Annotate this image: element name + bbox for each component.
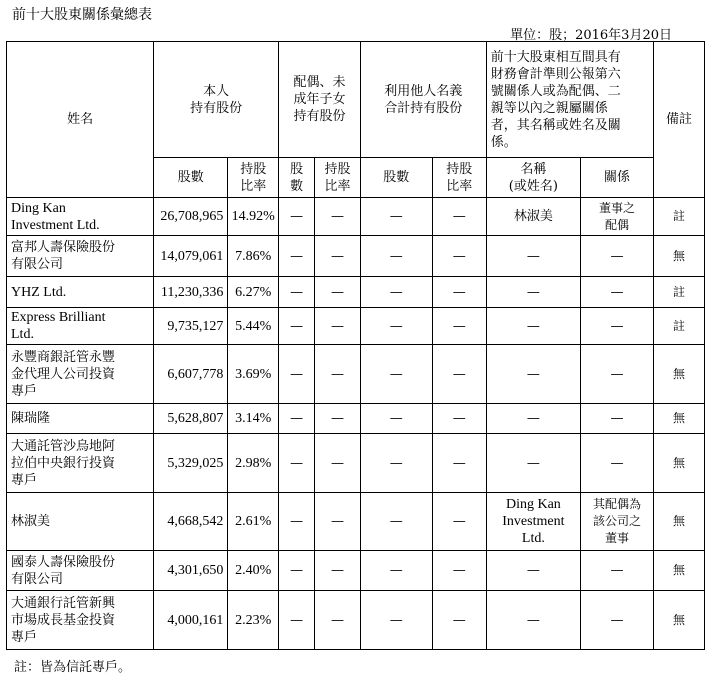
cell-name: YHZ Ltd. xyxy=(7,277,154,308)
cell-ratio: 5.44% xyxy=(228,308,279,345)
table-row xyxy=(7,493,705,551)
table-row xyxy=(7,345,705,404)
cell-name: 陳瑞隆 xyxy=(7,404,154,434)
cell-related-name: — xyxy=(486,236,580,277)
cell-nominee-ratio: — xyxy=(432,434,486,493)
cell-shares: 14,079,061 xyxy=(154,236,228,277)
cell-name: Ding Kan Investment Ltd. xyxy=(7,198,154,236)
cell-related-relation: — xyxy=(581,277,654,308)
cell-nominee-shares: — xyxy=(360,591,432,650)
cell-related-relation: — xyxy=(581,591,654,650)
cell-shares: 4,000,161 xyxy=(154,591,228,650)
subheader-related-name: 名稱 (或姓名) xyxy=(486,158,580,198)
cell-shares: 9,735,127 xyxy=(154,308,228,345)
cell-nominee-shares: — xyxy=(360,236,432,277)
cell-spouse-shares: — xyxy=(279,404,315,434)
cell-related-name: — xyxy=(486,551,580,591)
cell-nominee-shares: — xyxy=(360,551,432,591)
cell-related-relation: — xyxy=(581,308,654,345)
subheader-shares: 股數 xyxy=(154,158,228,198)
cell-shares: 26,708,965 xyxy=(154,198,228,236)
subheader-nominee-shares: 股數 xyxy=(360,158,432,198)
table-row xyxy=(7,198,705,236)
cell-name: 大通銀行託管新興 市場成長基金投資 專戶 xyxy=(7,591,154,650)
cell-name: Express Brilliant Ltd. xyxy=(7,308,154,345)
cell-related-name: — xyxy=(486,345,580,404)
subheader-ratio: 持股 比率 xyxy=(228,158,279,198)
cell-spouse-ratio: — xyxy=(315,434,361,493)
cell-nominee-ratio: — xyxy=(432,591,486,650)
cell-related-name: — xyxy=(486,404,580,434)
cell-nominee-shares: — xyxy=(360,198,432,236)
table-row xyxy=(7,236,705,277)
cell-ratio: 2.61% xyxy=(228,493,279,551)
cell-spouse-shares: — xyxy=(279,434,315,493)
cell-spouse-ratio: — xyxy=(315,551,361,591)
cell-name: 富邦人壽保險股份 有限公司 xyxy=(7,236,154,277)
cell-ratio: 6.27% xyxy=(228,277,279,308)
table-row xyxy=(7,404,705,434)
header-related-parties: 前十大股東相互間具有 財務會計準則公報第六 號關係人或為配偶、二 親等以內之親屬關係 者，其名稱或姓名及關 係。 xyxy=(486,42,653,158)
cell-related-name: — xyxy=(486,591,580,650)
cell-spouse-shares: — xyxy=(279,551,315,591)
cell-remark: 無 xyxy=(654,345,705,404)
unit-note: 單位：股；2016年3月20日 xyxy=(510,28,672,43)
cell-related-relation: — xyxy=(581,404,654,434)
subheader-spouse-shares: 股 數 xyxy=(279,158,315,198)
cell-ratio: 14.92% xyxy=(228,198,279,236)
cell-related-relation: — xyxy=(581,551,654,591)
cell-shares: 11,230,336 xyxy=(154,277,228,308)
cell-shares: 5,628,807 xyxy=(154,404,228,434)
cell-name: 大通託管沙烏地阿 拉伯中央銀行投資 專戶 xyxy=(7,434,154,493)
cell-ratio: 7.86% xyxy=(228,236,279,277)
cell-related-name: — xyxy=(486,308,580,345)
cell-spouse-ratio: — xyxy=(315,236,361,277)
cell-remark: 無 xyxy=(654,493,705,551)
cell-spouse-shares: — xyxy=(279,591,315,650)
cell-related-relation: — xyxy=(581,236,654,277)
cell-ratio: 3.14% xyxy=(228,404,279,434)
cell-remark: 無 xyxy=(654,404,705,434)
page-title: 前十大股東關係彙總表 xyxy=(12,7,152,23)
cell-related-name: — xyxy=(486,434,580,493)
cell-remark: 無 xyxy=(654,551,705,591)
cell-spouse-shares: — xyxy=(279,345,315,404)
cell-shares: 4,301,650 xyxy=(154,551,228,591)
cell-remark: 註 xyxy=(654,198,705,236)
cell-nominee-shares: — xyxy=(360,404,432,434)
cell-spouse-ratio: — xyxy=(315,277,361,308)
table-row xyxy=(7,308,705,345)
cell-related-name: — xyxy=(486,277,580,308)
cell-remark: 無 xyxy=(654,591,705,650)
cell-spouse-ratio: — xyxy=(315,404,361,434)
cell-related-relation: — xyxy=(581,345,654,404)
shareholder-table xyxy=(6,41,705,650)
cell-related-name: Ding Kan Investment Ltd. xyxy=(486,493,580,551)
cell-ratio: 2.23% xyxy=(228,591,279,650)
cell-spouse-ratio: — xyxy=(315,493,361,551)
cell-spouse-ratio: — xyxy=(315,308,361,345)
cell-remark: 無 xyxy=(654,236,705,277)
cell-nominee-ratio: — xyxy=(432,236,486,277)
cell-spouse-shares: — xyxy=(279,277,315,308)
cell-nominee-ratio: — xyxy=(432,493,486,551)
cell-ratio: 2.98% xyxy=(228,434,279,493)
cell-name: 國泰人壽保險股份 有限公司 xyxy=(7,551,154,591)
cell-related-relation: 其配偶為 該公司之 董事 xyxy=(581,493,654,551)
cell-name: 永豐商銀託管永豐 金代理人公司投資 專戶 xyxy=(7,345,154,404)
cell-spouse-shares: — xyxy=(279,236,315,277)
cell-nominee-shares: — xyxy=(360,277,432,308)
cell-nominee-ratio: — xyxy=(432,551,486,591)
subheader-nominee-ratio: 持股 比率 xyxy=(432,158,486,198)
subheader-spouse-ratio: 持股 比率 xyxy=(315,158,361,198)
cell-spouse-ratio: — xyxy=(315,345,361,404)
cell-spouse-shares: — xyxy=(279,493,315,551)
cell-nominee-shares: — xyxy=(360,493,432,551)
cell-shares: 5,329,025 xyxy=(154,434,228,493)
cell-spouse-ratio: — xyxy=(315,198,361,236)
header-self-holding: 本人 持有股份 xyxy=(154,42,279,158)
subheader-related-relation: 關係 xyxy=(581,158,654,198)
table-row xyxy=(7,277,705,308)
cell-remark: 註 xyxy=(654,277,705,308)
cell-spouse-shares: — xyxy=(279,308,315,345)
cell-ratio: 3.69% xyxy=(228,345,279,404)
table-row xyxy=(7,591,705,650)
cell-shares: 6,607,778 xyxy=(154,345,228,404)
cell-nominee-ratio: — xyxy=(432,345,486,404)
cell-nominee-ratio: — xyxy=(432,404,486,434)
cell-remark: 註 xyxy=(654,308,705,345)
cell-shares: 4,668,542 xyxy=(154,493,228,551)
cell-nominee-ratio: — xyxy=(432,308,486,345)
cell-nominee-ratio: — xyxy=(432,198,486,236)
cell-ratio: 2.40% xyxy=(228,551,279,591)
table-row xyxy=(7,551,705,591)
cell-nominee-shares: — xyxy=(360,345,432,404)
cell-name: 林淑美 xyxy=(7,493,154,551)
footnote: 註：皆為信託專戶。 xyxy=(14,660,132,675)
cell-spouse-shares: — xyxy=(279,198,315,236)
header-nominee-holding: 利用他人名義 合計持有股份 xyxy=(360,42,486,158)
header-spouse-holding: 配偶、未 成年子女 持有股份 xyxy=(279,42,361,158)
table-row xyxy=(7,434,705,493)
cell-remark: 無 xyxy=(654,434,705,493)
cell-related-relation: 董事之 配偶 xyxy=(581,198,654,236)
cell-nominee-ratio: — xyxy=(432,277,486,308)
cell-nominee-shares: — xyxy=(360,434,432,493)
cell-nominee-shares: — xyxy=(360,308,432,345)
cell-spouse-ratio: — xyxy=(315,591,361,650)
header-remark: 備註 xyxy=(654,42,705,198)
cell-related-relation: — xyxy=(581,434,654,493)
header-name: 姓名 xyxy=(7,42,154,198)
cell-related-name: 林淑美 xyxy=(486,198,580,236)
